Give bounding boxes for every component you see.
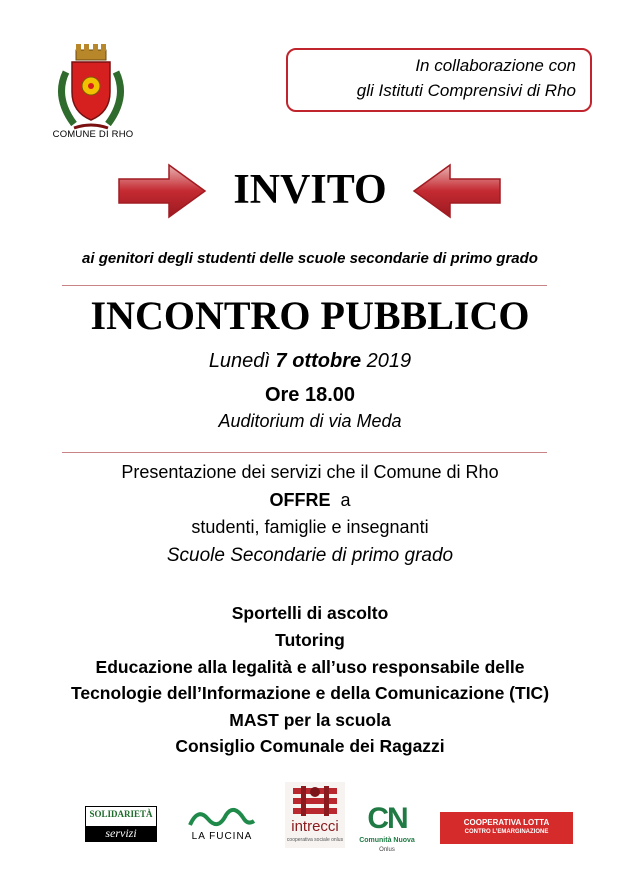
service-item: Consiglio Comunale dei Ragazzi bbox=[175, 736, 445, 756]
logo-text: Onlus bbox=[379, 847, 395, 853]
event-date-main: 7 ottobre bbox=[275, 350, 362, 372]
target-audience: studenti, famiglie e insegnanti bbox=[191, 517, 429, 537]
logo-text: servizi bbox=[86, 826, 156, 841]
solidarieta-servizi-logo bbox=[85, 806, 157, 842]
service-item: Sportelli di ascolto bbox=[231, 603, 389, 623]
arrow-right-icon bbox=[117, 163, 207, 219]
presentation-line: Presentazione dei servizi che il Comune di Rho bbox=[121, 462, 499, 482]
municipality-label: COMUNE DI RHO bbox=[52, 129, 134, 140]
collaboration-box bbox=[286, 48, 592, 112]
divider bbox=[62, 285, 547, 286]
logo-text: SOLIDARIETÀ bbox=[89, 809, 153, 819]
collaboration-line: In collaborazione con bbox=[415, 56, 576, 75]
arrow-left-icon bbox=[412, 163, 502, 219]
logo-text: cooperativa sociale onlus bbox=[286, 837, 344, 843]
logo-text: Comunità Nuova bbox=[359, 837, 415, 844]
divider bbox=[62, 452, 547, 453]
service-item: Tecnologie dell’Informazione e della Comunicazione (TIC) bbox=[70, 683, 550, 703]
offre-line bbox=[0, 490, 620, 511]
municipality-crest-icon bbox=[52, 42, 130, 134]
comunita-nuova-logo bbox=[356, 803, 418, 861]
service-item: Educazione alla legalità e all’uso responsabile delle bbox=[95, 657, 525, 677]
service-item: MAST per la scuola bbox=[229, 710, 391, 730]
offre-word: OFFRE bbox=[269, 490, 331, 510]
cooperativa-lotta-logo bbox=[440, 812, 573, 844]
logo-text: CONTRO L’EMARGINAZIONE bbox=[464, 829, 549, 835]
service-item: Tutoring bbox=[275, 630, 345, 650]
invite-title: INVITO bbox=[233, 167, 387, 213]
event-date bbox=[0, 350, 620, 373]
offre-suffix: a bbox=[340, 490, 351, 510]
la-fucina-logo bbox=[188, 805, 256, 847]
collaboration-line: gli Istituti Comprensivi di Rho bbox=[356, 81, 576, 100]
event-time: Ore 18.00 bbox=[264, 384, 356, 406]
event-day: Lunedì bbox=[208, 350, 270, 372]
logo-text: LA FUCINA bbox=[191, 831, 253, 842]
event-venue: Auditorium di via Meda bbox=[218, 411, 402, 431]
logo-text: intrecci bbox=[291, 818, 339, 835]
logo-text: COOPERATIVA LOTTA bbox=[463, 818, 550, 827]
event-title: INCONTRO PUBBLICO bbox=[90, 293, 530, 338]
intrecci-logo bbox=[285, 782, 345, 848]
intrecci-mark-icon bbox=[285, 784, 345, 818]
fucina-wave-icon bbox=[188, 805, 256, 833]
invite-audience: ai genitori degli studenti delle scuole secondarie di primo grado bbox=[82, 250, 538, 267]
school-level: Scuole Secondarie di primo grado bbox=[166, 545, 454, 566]
event-year: 2019 bbox=[366, 350, 412, 372]
logo-text: CN bbox=[367, 802, 407, 835]
